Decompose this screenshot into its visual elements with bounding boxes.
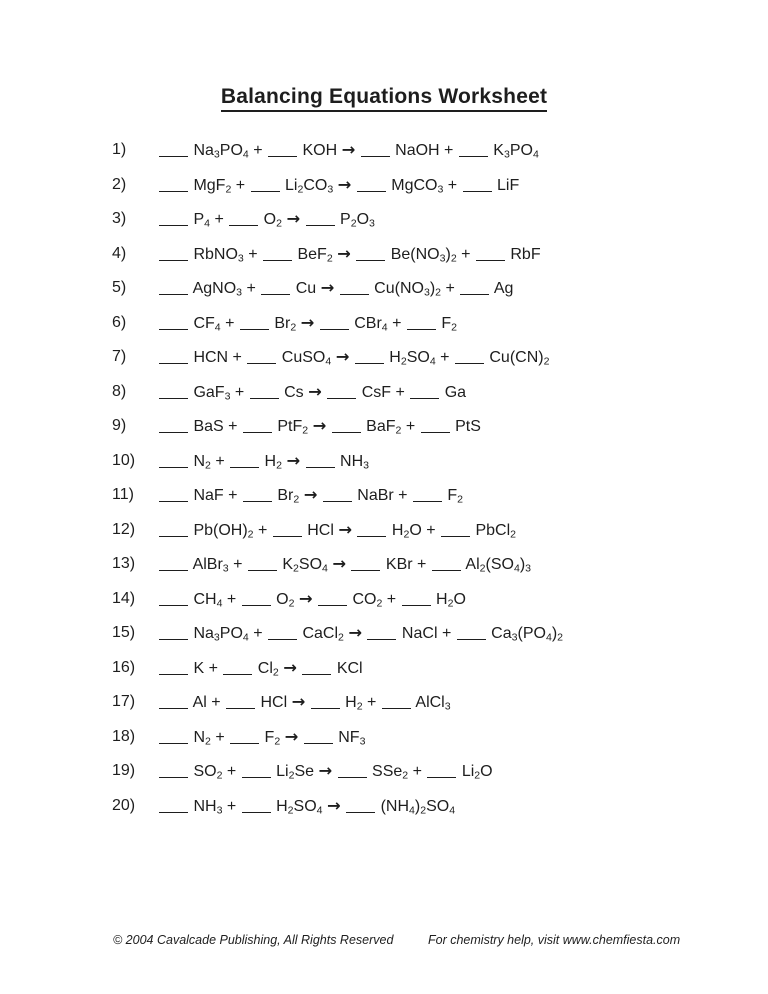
problem-number: 3) — [112, 210, 127, 227]
problem-number: 9) — [112, 417, 127, 434]
answer-blank — [311, 696, 340, 709]
problem-row — [112, 478, 738, 513]
arrow-icon: → — [284, 726, 299, 746]
problem-row — [112, 650, 738, 685]
problem-number: 1) — [112, 141, 127, 158]
equation: RbNO$_3$ + $BeF_2 \to Be(NO_3)_2$ + RbF — [158, 244, 541, 264]
problem-row — [112, 581, 738, 616]
answer-blank — [229, 213, 258, 226]
problem-number: 12) — [112, 520, 136, 538]
page-title-text: Balancing Equations Worksheet — [221, 85, 547, 112]
answer-blank — [243, 420, 272, 433]
arrow-icon: → — [283, 657, 297, 677]
answer-blank — [261, 282, 290, 295]
answer-blank — [432, 558, 461, 571]
problem-row — [112, 754, 738, 789]
answer-blank — [457, 627, 486, 640]
answer-blank — [268, 144, 297, 157]
answer-blank — [268, 627, 297, 640]
arrow-icon: → — [303, 485, 318, 504]
answer-blank — [159, 662, 188, 675]
equation: AlBr$_3$ + $K_2SO_4$ → KBr + $Al_2(SO_4)_3$ — [158, 554, 531, 574]
equation: $N_2 + H_2 \to NH_3$ — [158, 451, 369, 471]
equation: $Na_3PO_4$ + CaCl$_2$ → NaCl + $Ca_3(PO_4)_2$ — [158, 623, 563, 643]
answer-blank — [367, 627, 396, 640]
answer-blank — [402, 593, 431, 606]
answer-blank — [413, 489, 442, 502]
answer-blank — [240, 317, 269, 330]
answer-blank — [250, 386, 279, 399]
problem-row — [112, 409, 738, 444]
problem-row — [112, 685, 738, 720]
equation: $K + Cl_2$ → KCl — [158, 658, 363, 678]
arrow-icon: → — [341, 140, 356, 159]
problem-row — [112, 788, 738, 823]
arrow-icon: → — [286, 450, 301, 470]
equation: $SO_2 + Li_2Se \to SSe_2 + Li_2O$ — [158, 761, 493, 781]
problem-number: 8) — [112, 382, 127, 400]
answer-blank — [459, 144, 488, 157]
answer-blank — [476, 248, 505, 261]
answer-blank — [351, 558, 380, 571]
answer-blank — [159, 248, 188, 261]
answer-blank — [338, 765, 367, 778]
problem-number: 16) — [112, 658, 136, 676]
answer-blank — [346, 800, 375, 813]
answer-blank — [340, 282, 369, 295]
problem-list — [112, 133, 738, 823]
answer-blank — [357, 524, 386, 537]
answer-blank — [159, 420, 188, 433]
problem-number: 17) — [112, 693, 136, 710]
answer-blank — [159, 144, 188, 157]
problem-row — [112, 719, 738, 754]
equation: $CH_4 + O_2 \to CO_2 + H_2O$ — [158, 589, 466, 609]
problem-number: 11) — [112, 486, 134, 503]
answer-blank — [251, 179, 280, 192]
answer-blank — [230, 455, 259, 468]
problem-number: 2) — [112, 175, 127, 193]
equation: $N_2 + F_2 \to NF_3$ — [158, 727, 365, 747]
problem-number: 20) — [112, 796, 136, 814]
answer-blank — [159, 455, 188, 468]
answer-blank — [427, 765, 456, 778]
answer-blank — [159, 386, 188, 399]
problem-number: 6) — [112, 313, 127, 331]
equation: $NH_3 + H_2SO_4 \to (NH_4)_2SO_4$ — [158, 796, 455, 816]
answer-blank — [242, 800, 271, 813]
answer-blank — [159, 489, 188, 502]
arrow-icon: → — [291, 692, 306, 711]
answer-blank — [159, 317, 188, 330]
problem-number: 18) — [112, 727, 136, 745]
equation: $Na_3PO_4$ + KOH → NaOH + $K_3PO_4$ — [158, 140, 539, 160]
equation: $Pb(OH)_2$ + HCl → $H_2O$ + PbCl$_2$ — [158, 520, 516, 540]
answer-blank — [223, 662, 252, 675]
arrow-icon: → — [308, 381, 322, 401]
equation: AgNO$_3$ + $Cu \to Cu(NO_3)_2 + Ag$ — [158, 278, 513, 298]
answer-blank — [320, 317, 349, 330]
equation: $MgF_2 + Li_2CO_3$ → MgCO$_3$ + LiF — [158, 175, 519, 195]
equation: $P_4 + O_2 \to P_2O_3$ — [158, 209, 375, 229]
answer-blank — [302, 662, 331, 675]
problem-number: 5) — [112, 279, 127, 296]
answer-blank — [318, 593, 347, 606]
answer-blank — [159, 179, 188, 192]
arrow-icon: → — [286, 209, 301, 228]
equation: HCN + CuSO$_4$ → $H_2SO_4 + Cu(CN)_2$ — [158, 347, 549, 367]
answer-blank — [410, 386, 439, 399]
answer-blank — [159, 731, 188, 744]
problem-number: 15) — [112, 624, 136, 641]
equation: GaF$_3$ + Cs → CsF + Ga — [158, 382, 466, 402]
equation: NaF + $Br_2$ → NaBr + $F_2$ — [158, 485, 463, 505]
arrow-icon: → — [318, 761, 333, 780]
equation: Al + HCl → $H_2$ + AlCl$_3$ — [158, 692, 451, 712]
answer-blank — [159, 593, 188, 606]
problem-row — [112, 167, 738, 202]
arrow-icon: → — [335, 347, 350, 366]
answer-blank — [242, 593, 271, 606]
arrow-icon: → — [338, 519, 353, 539]
problem-row — [112, 202, 738, 237]
answer-blank — [356, 248, 385, 261]
problem-row — [112, 305, 738, 340]
answer-blank — [159, 800, 188, 813]
arrow-icon: → — [337, 174, 352, 194]
answer-blank — [159, 696, 188, 709]
answer-blank — [263, 248, 292, 261]
answer-blank — [306, 213, 335, 226]
answer-blank — [361, 144, 390, 157]
problem-row — [112, 547, 738, 582]
help-text: For chemistry help, visit www.chemfiesta.com — [428, 933, 681, 947]
answer-blank — [463, 179, 492, 192]
problem-row — [112, 133, 738, 168]
arrow-icon: → — [348, 623, 363, 642]
problem-number: 7) — [112, 348, 127, 365]
answer-blank — [159, 558, 188, 571]
answer-blank — [355, 351, 384, 364]
problem-number: 4) — [112, 244, 127, 262]
answer-blank — [159, 282, 188, 295]
problem-row — [112, 512, 738, 547]
answer-blank — [242, 765, 271, 778]
answer-blank — [441, 524, 470, 537]
arrow-icon: → — [332, 554, 347, 573]
answer-blank — [323, 489, 352, 502]
answer-blank — [243, 489, 272, 502]
answer-blank — [248, 558, 277, 571]
problem-row — [112, 443, 738, 478]
answer-blank — [407, 317, 436, 330]
answer-blank — [460, 282, 489, 295]
problem-number: 19) — [112, 762, 136, 779]
problem-number: 13) — [112, 555, 136, 572]
answer-blank — [332, 420, 361, 433]
arrow-icon: → — [300, 312, 315, 332]
answer-blank — [357, 179, 386, 192]
answer-blank — [159, 351, 188, 364]
answer-blank — [306, 455, 335, 468]
problem-number: 14) — [112, 589, 136, 607]
answer-blank — [159, 213, 188, 226]
equation: $CF_4 + Br_2 \to CBr_4 + F_2$ — [158, 313, 457, 333]
problem-row — [112, 340, 738, 375]
problem-row — [112, 271, 738, 306]
answer-blank — [159, 627, 188, 640]
answer-blank — [159, 765, 188, 778]
answer-blank — [382, 696, 411, 709]
equation: BaS + PtF$_2$ → BaF$_2$ + PtS — [158, 416, 481, 436]
answer-blank — [421, 420, 450, 433]
answer-blank — [247, 351, 276, 364]
problem-row — [112, 236, 738, 271]
answer-blank — [226, 696, 255, 709]
answer-blank — [159, 524, 188, 537]
arrow-icon: → — [298, 588, 313, 608]
answer-blank — [273, 524, 302, 537]
arrow-icon: → — [320, 278, 335, 297]
answer-blank — [230, 731, 259, 744]
problem-number: 10) — [112, 451, 136, 469]
copyright-text: © 2004 Cavalcade Publishing, All Rights Reserved — [113, 933, 394, 947]
answer-blank — [327, 386, 356, 399]
answer-blank — [455, 351, 484, 364]
arrow-icon: → — [327, 795, 341, 815]
arrow-icon: → — [337, 243, 351, 263]
problem-row — [112, 616, 738, 651]
arrow-icon: → — [312, 416, 327, 435]
page-title — [0, 85, 768, 112]
problem-row — [112, 374, 738, 409]
answer-blank — [304, 731, 333, 744]
